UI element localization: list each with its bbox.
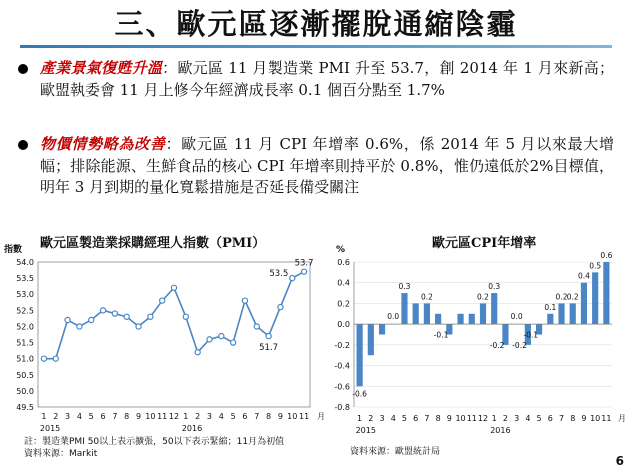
cpi-bar: [457, 314, 463, 324]
pmi-data-point: [124, 314, 129, 319]
y-tick-label: 51.5: [16, 338, 34, 348]
pmi-data-point: [100, 308, 105, 313]
cpi-data-label: 0.3: [398, 282, 411, 292]
pmi-data-point: [219, 334, 224, 339]
x-tick-label: 9: [581, 414, 587, 423]
y-tick-label: 49.5: [16, 403, 34, 412]
y-tick-label: -0.2: [334, 340, 350, 350]
cpi-bar: [424, 303, 430, 324]
x-tick-label: 2: [368, 414, 374, 423]
cpi-bar: [435, 314, 441, 324]
x-tick-label: 3: [65, 412, 71, 421]
bullet-lead: 物價情勢略為改善: [40, 135, 166, 153]
x-tick-label: 2: [502, 414, 508, 423]
y-tick-label: 50.5: [16, 370, 34, 380]
x-tick-label: 8: [266, 412, 272, 421]
x-tick-label: 9: [135, 412, 142, 421]
x-tick-label: 2: [53, 412, 59, 421]
y-tick-label: 0.6: [337, 258, 350, 267]
pmi-data-point: [278, 305, 283, 310]
x-tick-label: 8: [124, 412, 130, 421]
pmi-chart-title: 歐元區製造業採購經理人指數（PMI）: [40, 236, 266, 251]
cpi-data-label: 0.5: [589, 261, 602, 271]
y-tick-label: 50.0: [16, 386, 34, 396]
pmi-data-point: [195, 350, 200, 355]
x-axis-suffix: 月: [317, 412, 325, 421]
pmi-data-point: [89, 317, 94, 322]
x-tick-label: 1: [183, 412, 189, 421]
x-tick-label: 8: [435, 414, 441, 423]
pmi-data-point: [77, 324, 82, 329]
x-year-label: 2015: [39, 424, 61, 433]
pmi-data-point: [41, 356, 46, 361]
x-tick-label: 12: [168, 412, 180, 421]
y-tick-label: 52.0: [16, 322, 34, 332]
bullet-body: [40, 58, 614, 101]
cpi-bar: [480, 303, 486, 324]
pmi-data-point: [148, 314, 153, 319]
x-tick-label: 1: [357, 414, 363, 423]
x-tick-label: 9: [446, 414, 452, 423]
bullet-dot-icon: [18, 64, 28, 74]
x-tick-label: 3: [514, 414, 520, 423]
y-axis-label: 指數: [4, 245, 23, 255]
x-tick-label: 4: [390, 414, 396, 423]
x-tick-label: 5: [230, 412, 236, 421]
cpi-data-label: -0.1: [433, 330, 449, 340]
x-year-label: 2015: [355, 426, 376, 435]
y-tick-label: 0.0: [337, 320, 350, 330]
cpi-bar: [558, 303, 564, 324]
x-tick-label: 1: [41, 412, 47, 421]
cpi-bar-chart: [332, 242, 632, 442]
pmi-line-chart: [0, 242, 330, 442]
x-axis-suffix: 月: [618, 414, 626, 423]
x-tick-label: 3: [206, 412, 213, 421]
bullet-industry: [18, 58, 614, 101]
x-tick-label: 5: [88, 412, 94, 421]
cpi-data-label: 0.2: [420, 292, 433, 302]
pmi-source: 資料來源：Markit: [24, 449, 98, 459]
page-number: 6: [615, 454, 624, 468]
x-tick-label: 9: [277, 412, 283, 421]
cpi-bar: [547, 314, 553, 324]
cpi-chart-title: 歐元區CPI年增率: [432, 236, 537, 251]
x-tick-label: 6: [547, 414, 553, 423]
x-tick-label: 11: [298, 412, 310, 421]
y-tick-label: 0.2: [337, 299, 350, 309]
title-underline: [20, 45, 612, 48]
pmi-data-point: [290, 276, 295, 281]
bullet-lead: 產業景氣復甦升溫: [40, 59, 163, 77]
x-tick-label: 5: [401, 414, 408, 423]
pmi-data-point: [160, 298, 165, 303]
cpi-bar: [401, 293, 407, 324]
y-tick-label: 53.0: [16, 290, 34, 300]
cpi-bar: [357, 324, 363, 386]
x-year-label: 2016: [490, 426, 511, 435]
cpi-data-label: -0.1: [523, 330, 539, 340]
pmi-data-point: [65, 317, 70, 322]
cpi-data-label: -0.6: [352, 389, 367, 399]
cpi-data-label: -0.2: [489, 340, 505, 350]
cpi-bar: [469, 314, 475, 324]
cpi-data-label: 0.4: [577, 271, 590, 281]
x-tick-label: 4: [76, 412, 82, 421]
cpi-bar: [570, 303, 576, 324]
pmi-data-point: [207, 337, 212, 342]
pmi-data-point: [231, 340, 236, 345]
y-axis-label: %: [336, 245, 346, 255]
x-tick-label: 6: [413, 414, 419, 423]
x-tick-label: 2: [195, 412, 201, 421]
x-tick-label: 7: [112, 412, 118, 421]
pmi-data-point: [254, 324, 259, 329]
cpi-data-label: -0.2: [512, 340, 527, 350]
pmi-footnote: 註：製造業PMI 50以上表示擴張，50以下表示緊縮；11月為初值: [24, 437, 285, 447]
cpi-data-label: 0.1: [544, 302, 557, 312]
y-tick-label: 0.4: [337, 278, 350, 288]
cpi-bar: [379, 324, 385, 334]
x-tick-label: 11: [601, 414, 612, 423]
x-tick-label: 7: [558, 414, 565, 423]
pmi-data-point: [53, 356, 58, 361]
bullet-prices: [18, 134, 614, 199]
y-tick-label: -0.4: [334, 361, 350, 371]
pmi-data-label: 51.7: [259, 343, 279, 354]
pmi-data-point: [112, 311, 117, 316]
pmi-data-point: [171, 285, 176, 290]
y-tick-label: -0.6: [334, 382, 350, 392]
bullet-body: [40, 134, 614, 199]
cpi-bar: [491, 293, 497, 324]
y-tick-label: 52.5: [16, 306, 34, 316]
slide-title-bar: [20, 4, 612, 48]
pmi-data-label: 53.5: [269, 269, 289, 280]
bullet-text: ：歐元區 11 月製造業 PMI 升至 53.7，創 2014 年 1 月來新高；歐盟執委會 11 月上修今年經濟成長率 0.1 個百分點至 1.7%: [40, 59, 614, 99]
cpi-data-label: 0.3: [488, 282, 501, 292]
cpi-data-label: 0.0: [510, 312, 523, 322]
cpi-bar: [413, 303, 419, 324]
cpi-data-label: 0.2: [555, 292, 568, 302]
x-tick-label: 10: [590, 414, 601, 423]
cpi-data-label: 0.2: [566, 292, 579, 302]
cpi-bar: [592, 272, 598, 324]
pmi-note: [24, 436, 284, 460]
x-tick-label: 4: [525, 414, 531, 423]
x-tick-label: 8: [570, 414, 576, 423]
x-tick-label: 7: [254, 412, 260, 421]
x-tick-label: 11: [157, 412, 168, 421]
pmi-data-point: [136, 324, 141, 329]
cpi-bar: [581, 283, 587, 324]
x-tick-label: 4: [218, 412, 224, 421]
x-tick-label: 7: [424, 414, 430, 423]
cpi-note: [350, 446, 440, 458]
x-tick-label: 11: [466, 414, 477, 423]
x-tick-label: 10: [455, 414, 466, 423]
pmi-data-point: [301, 269, 306, 274]
pmi-data-point: [242, 298, 247, 303]
pmi-data-point: [266, 334, 271, 339]
bullet-text: ：歐元區 11 月 CPI 年增率 0.6%，係 2014 年 5 月以來最大增幅；排除能源、生鮮食品的核心 CPI 年增率則持平於 0.8%，惟仍遠低於2%目標值，明年 3 月到期的量化寬鬆措施是否延長備受關注: [40, 135, 614, 196]
cpi-bar: [603, 262, 609, 324]
cpi-source: 資料來源：歐盟統計局: [350, 447, 441, 457]
x-tick-label: 10: [145, 412, 156, 421]
cpi-data-label: 0.6: [600, 251, 613, 260]
x-tick-label: 3: [379, 414, 385, 423]
y-tick-label: 53.5: [16, 274, 34, 284]
cpi-bar: [368, 324, 374, 355]
cpi-data-label: 0.0: [387, 312, 400, 322]
pmi-data-label: 53.7: [294, 258, 314, 269]
y-tick-label: 54.0: [16, 258, 34, 267]
y-tick-label: -0.8: [334, 403, 350, 412]
x-tick-label: 6: [242, 412, 248, 421]
x-tick-label: 5: [536, 414, 542, 423]
cpi-data-label: 0.2: [477, 292, 489, 302]
slide-title: 三、歐元區逐漸擺脫通縮陰霾: [114, 7, 518, 41]
x-tick-label: 6: [100, 412, 106, 421]
x-tick-label: 10: [287, 412, 298, 421]
bullet-dot-icon: [18, 140, 28, 150]
x-tick-label: 1: [491, 414, 497, 423]
x-year-label: 2016: [181, 424, 203, 433]
x-tick-label: 12: [477, 414, 489, 423]
y-tick-label: 51.0: [16, 354, 34, 364]
pmi-data-point: [183, 314, 188, 319]
